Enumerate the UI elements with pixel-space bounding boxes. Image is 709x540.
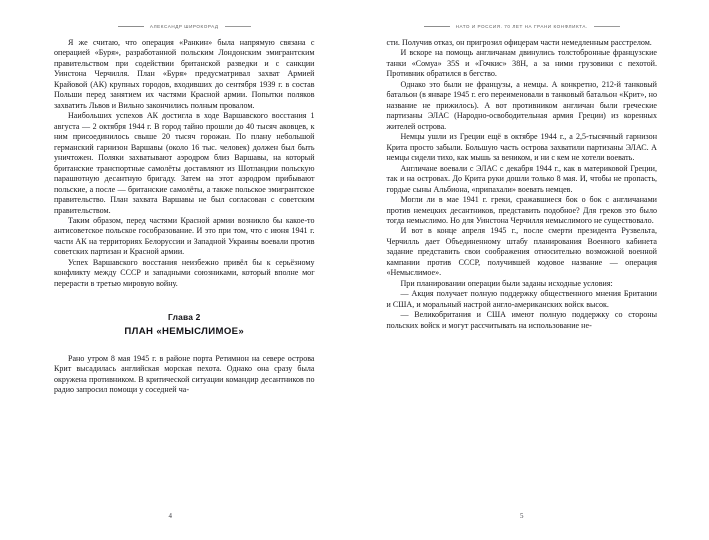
paragraph: Немцы ушли из Греции ещё в октябре 1944 г., а 2,5-тысячный гарнизон Крита просто забыли. Большую часть острова захватили партизаны ЭЛАС. А немцы сидели тихо, как мышь за веником, и ни с кем не хотели воевать. [386, 132, 657, 163]
paragraph: И вскоре на помощь англичанам двинулись толстобронные французские танки «Сомуа» 35S и «Гочкис» 38H, а за ними грузовики с пехотой. Противник обратился в бегство. [386, 48, 657, 79]
left-running-header [54, 0, 315, 34]
chapter-title: ПЛАН «НЕМЫСЛИМОЕ» [124, 325, 245, 337]
paragraph: Я же считаю, что операция «Ранкин» была напрямую связана с операцией «Буря», разработанной польским Лондонским эмигрантским правительством при содействии британской разведки и с санкции Уинстона Черчилля. План «Буря» предусматривал захват Армией Крайовой (АК) крупных городов, входивших до сентября 1939 г. в состав Польши перед занятием их частями Красной армии. Попытки поляков захватить Львов и Вильно закончились полным провалом. [54, 38, 315, 110]
right-running-header [387, 0, 658, 34]
paragraph: Таким образом, перед частями Красной армии возникло бы какое-то антисоветское польское гособразование. И это при том, что с июня 1941 г. части АК на территориях Белоруссии и Западной Украины воевали против советских партизан и Красной армии. [54, 215, 315, 257]
chapter-heading [54, 312, 315, 337]
paragraph: И вот в конце апреля 1945 г., после смерти президента Рузвельта, Черчилль дает Объединенному штабу планирования Военного кабинета задание представить свои соображения относительно возможной военной кампании против СССР, получившей кодовое название — операция «Немыслимое». [386, 226, 657, 278]
paragraph: Успех Варшавского восстания неизбежно привёл бы к серьёзному конфликту между СССР и западными союзниками, который вполне мог перерасти в третью мировую войну. [54, 257, 315, 288]
paragraph: — Акция получает полную поддержку общественного мнения Британии и США, и моральный настрой англо-американских войск высок. [386, 289, 657, 309]
left-page-body [54, 34, 315, 396]
right-page [355, 0, 709, 540]
header-rule-right-icon [594, 26, 620, 27]
paragraph: сти. Получив отказ, он пригрозил офицерам части немедленным расстрелом. [386, 38, 652, 47]
header-rule-left-icon [424, 26, 450, 27]
paragraph: — Великобритания и США имеют полную поддержку со стороны польских войск и могут рассчитывать на использование не- [386, 310, 657, 330]
chapter-number: Глава 2 [168, 312, 201, 323]
right-page-body [387, 34, 658, 331]
paragraph: Англичане воевали с ЭЛАС с декабря 1944 г., как в материковой Греции, так и на островах. До Крита руки дошли только 8 мая. И, чтобы не пропасть, гордые сыны Альбиона, «припахали» воевать немцев. [386, 163, 657, 194]
page-number-right: 5 [520, 512, 524, 520]
book-title: НАТО И РОССИЯ. 70 ЛЕТ НА ГРАНИ КОНФЛИКТА. [455, 23, 588, 29]
header-rule-left-icon [118, 26, 144, 27]
page-number-left: 4 [168, 512, 172, 520]
author-name: АЛЕКСАНДР ШИРОКОРАД [149, 23, 219, 29]
paragraph: Наибольших успехов АК достигла в ходе Варшавского восстания 1 августа — 2 октября 1944 г. В город тайно прошли до 40 тысяч аковцев, к ним присоединилось свыше 20 тысяч горожан. По плану небольшой германский гарнизон Варшавы (около 16 тыс. человек) должен был быть уничтожен. Поляки захватывают аэродром близ Варшавы, на который британские транспортные самолёты доставляют из Шотландии польскую парашютную десантную бригаду. Затем на этот аэродром прибывают польские, а после — британские самолёты, а также польское эмигрантское правительство. План захвата Варшавы не был согласован с советским правительством. [54, 111, 315, 215]
paragraph: Рано утром 8 мая 1945 г. в районе порта Ретимнон на севере острова Крит высадилась английская морская пехота. Однако она сразу была окружена противником. В критической ситуации командир десантников по радио запросил помощи у соседней ча- [54, 353, 315, 395]
paragraph: При планировании операции были заданы исходные условия: [400, 278, 613, 288]
paragraph: Могли ли в мае 1941 г. греки, сражавшиеся бок о бок с англичанами против немецких десантников, представить подобное? Для греков это было тогда немыслимо. Но для Уинстона Черчилля немыслимого не существовало. [386, 195, 657, 225]
header-rule-right-icon [225, 26, 251, 27]
paragraph: Однако это были не французы, а немцы. А конкретно, 212-й танковый батальон (в январе 1945 г. его переименовали в танковый батальон «Крит», но название не прижилось). А вот противником англичан были греческие партизаны ЭЛАС (Народно-освободительная армия Греции) из коренных жителей острова. [386, 79, 657, 131]
